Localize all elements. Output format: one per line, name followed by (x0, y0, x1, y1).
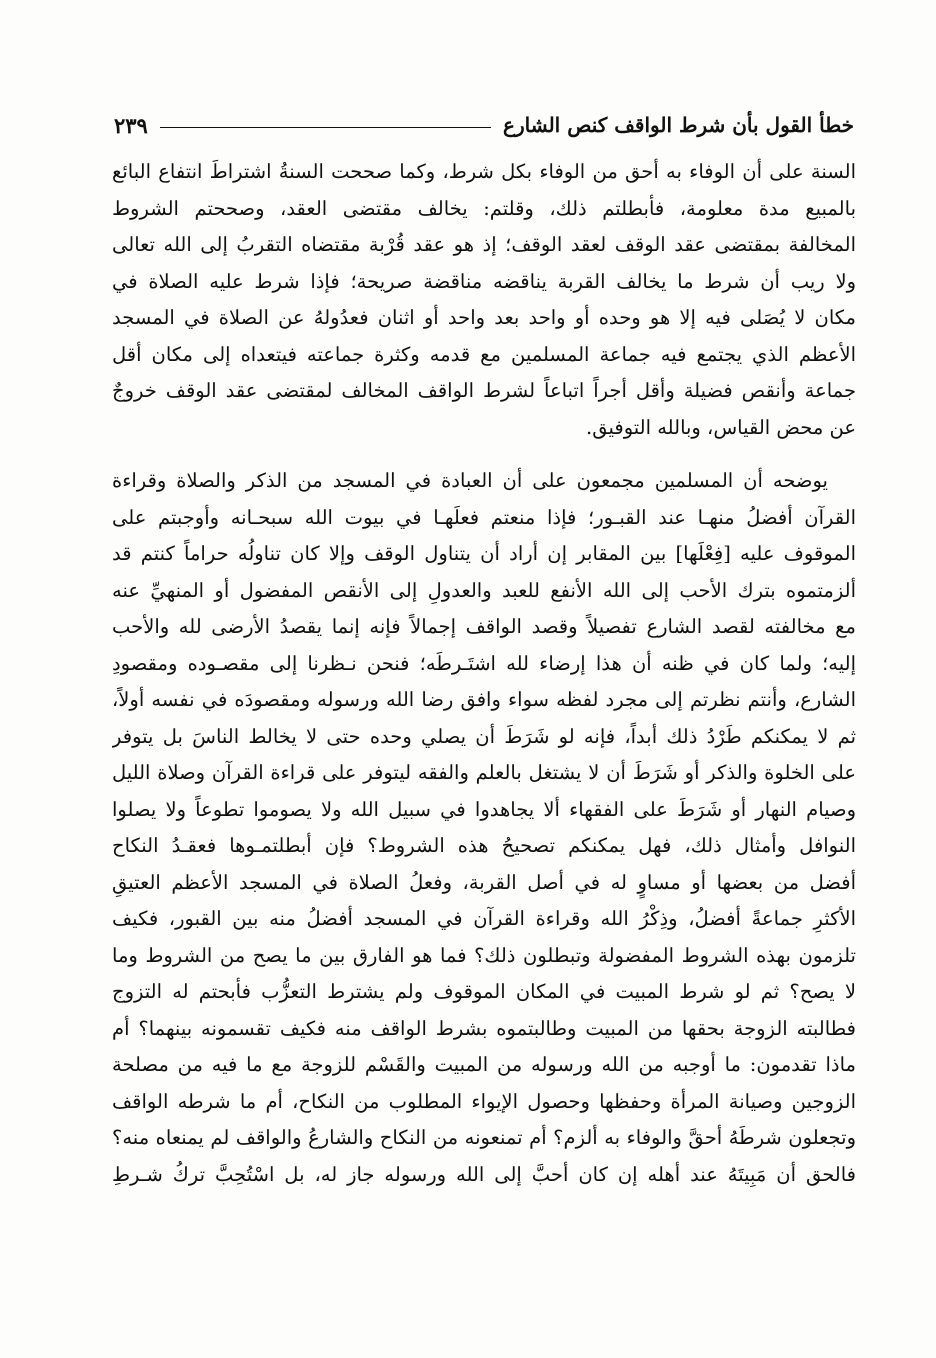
paragraph-1 (112, 154, 856, 446)
text-line: فطالبته الزوجة بحقها من المبيت وطالبتموه بشرط الواقف منه فكيف تقسمونه بينهما؟ أم (112, 1016, 856, 1040)
text-line: الزوجين وصيانة المرأة وحفظها وحصول الإيواء المطلوب من النكاح، أم ما شرطه الواقف (112, 1089, 856, 1113)
text-line: الأعظم الذي يجتمع فيه جماعة المسلمين مع قدمه وكثرة جماعته فيتعداه إلى مكان أقل (112, 342, 856, 366)
text-line: إليه؛ ولما كان في ظنه أن هذا إرضاء لله اشتَـرطَه؛ فنحن نـظرنا إلى مقصـوده ومقصودِ (112, 651, 856, 675)
text-line: السنة على أن الوفاء به أحق من الوفاء بكل شرط، وكما صححت السنةُ اشتراطَ انتفاع البائع (112, 160, 856, 183)
text-line: على الخلوة والذكر أو شَرَطَ أن لا يشتغل بالعلم والفقه ليتوفر على قراءة القرآن وصلاة الليل (112, 761, 856, 784)
text-line: تلزمون بهذه الشروط المفضولة وتبطلون ذلك؟ فما هو الفارق بين ما يصح من الشروط وما (112, 943, 856, 967)
text-line: القرآن أفضلُ منهـا عند القبـور؛ فإذا منعتم فعلَهـا في بيوت الله سبحـانه وأوجبتم على (112, 505, 856, 529)
text-line: الموقوف عليه [فِعْلَها] بين المقابر إن أراد أن يتناول الوقف وإلا كان تناولُه حراماً كنتم قد (112, 542, 856, 565)
paragraph-2 (112, 463, 856, 1193)
text-line: وصيام النهار أو شَرَطَ على الفقهاء ألا يجاهدوا في سبيل الله ولا يصوموا تطوعاً ولا يصلوا (112, 797, 856, 821)
text-line: ألزمتموه بترك الأحب إلى الله الأنفع للعبد والعدولِ إلى الأنقص المفضول أو المنهيِّ عنه (112, 578, 856, 602)
text-line: بالمبيع مدة معلومة، فأبطلتم ذلك، وقلتم: يخالف مقتضى العقد، وصححتم الشروط (112, 196, 856, 220)
text-line: الأكثرِ جماعةً أفضلُ، وذِكْرُ الله وقراءة القرآن في المسجد أفضلُ منه بين القبور، فكيف (112, 907, 856, 930)
text-line: يوضحه أن المسلمين مجمعون على أن العبادة في المسجد من الذكر والصلاة وقراءة (112, 469, 828, 492)
page-number: ٢٣٩ (114, 112, 148, 138)
text-line: ولا ريب أن شرط ما يخالف القربة يناقضه مناقضة صريحة؛ فإذا شرط عليه الصلاة في (112, 269, 856, 293)
text-line: مع مخالفته لقصد الشارع تفصيلاً وقصد الواقف إجمالاً فإنه إنما يقصدُ الأرضى لله والأحب (112, 615, 856, 638)
text-line: وتجعلون شرطَهُ أحقَّ والوفاء به ألزم؟ أم تمنعونه من النكاح والشارعُ والواقف لم يمنعاه منه؟ (112, 1126, 856, 1149)
text-line: النوافل وأمثال ذلك، فهل يمكنكم تصحيحُ هذه الشروط؟ فإن أبطلتمـوها فعقـدُ النكاح (112, 834, 856, 857)
text-line: لا يصح؟ ثم لو شرط المبيت في المكان الموقوف ولم يشترط التعزُّب فأبحتم له التزوج (112, 980, 856, 1003)
text-line: الشارع، وأنتم نظرتم إلى مجرد لفظه سواء وافق رضا الله ورسوله ومقصودَه في نفسه أولاً، (112, 688, 856, 711)
text-line: مكان لا يُصَلى فيه إلا هو وحده أو واحد بعد واحد أو اثنان فعدُولهُ عن الصلاة في المسجد (112, 306, 856, 329)
running-title: خطأ القول بأن شرط الواقف كنص الشارع (503, 113, 854, 137)
text-line: جماعة وأنقص فضيلة وأقل أجراً اتباعاً لشرط الواقف المخالف لمقتضى عقد الوقف خروجٌ (112, 379, 856, 402)
header-rule (160, 127, 491, 128)
page-header (114, 108, 854, 142)
text-line: ماذا تقدمون: ما أوجبه من الله ورسوله من المبيت والقَسْم للزوجة مع ما فيه من مصلحة (112, 1053, 856, 1076)
body-text (112, 154, 856, 1193)
text-line: ثم لا يمكنكم طَرْدُ ذلك أبداً، فإنه لو شَرَطَ أن يصلي وحده حتى لا يخالط الناسَ بل يتوفر (112, 724, 856, 748)
text-line: المخالفة بمقتضى عقد الوقف لعقد الوقف؛ إذ هو عقد قُرْبة مقتضاه التقربُ إلى الله تعالى (112, 233, 856, 256)
text-line: فالحق أن مَبِيتَهُ عند أهله إن كان أحبَّ إلى الله ورسوله جاز له، بل اسْتُحِبَّ تركُ شـرطِ (112, 1162, 856, 1186)
text-line: عن محض القياس، وبالله التوفيق. (586, 415, 856, 439)
paragraph-gap (112, 446, 856, 463)
text-line: أفضل من بعضها أو مساوٍ له في أصل القربة، وفعلُ الصلاة في المسجد الأعظم العتيقِ (112, 870, 856, 894)
